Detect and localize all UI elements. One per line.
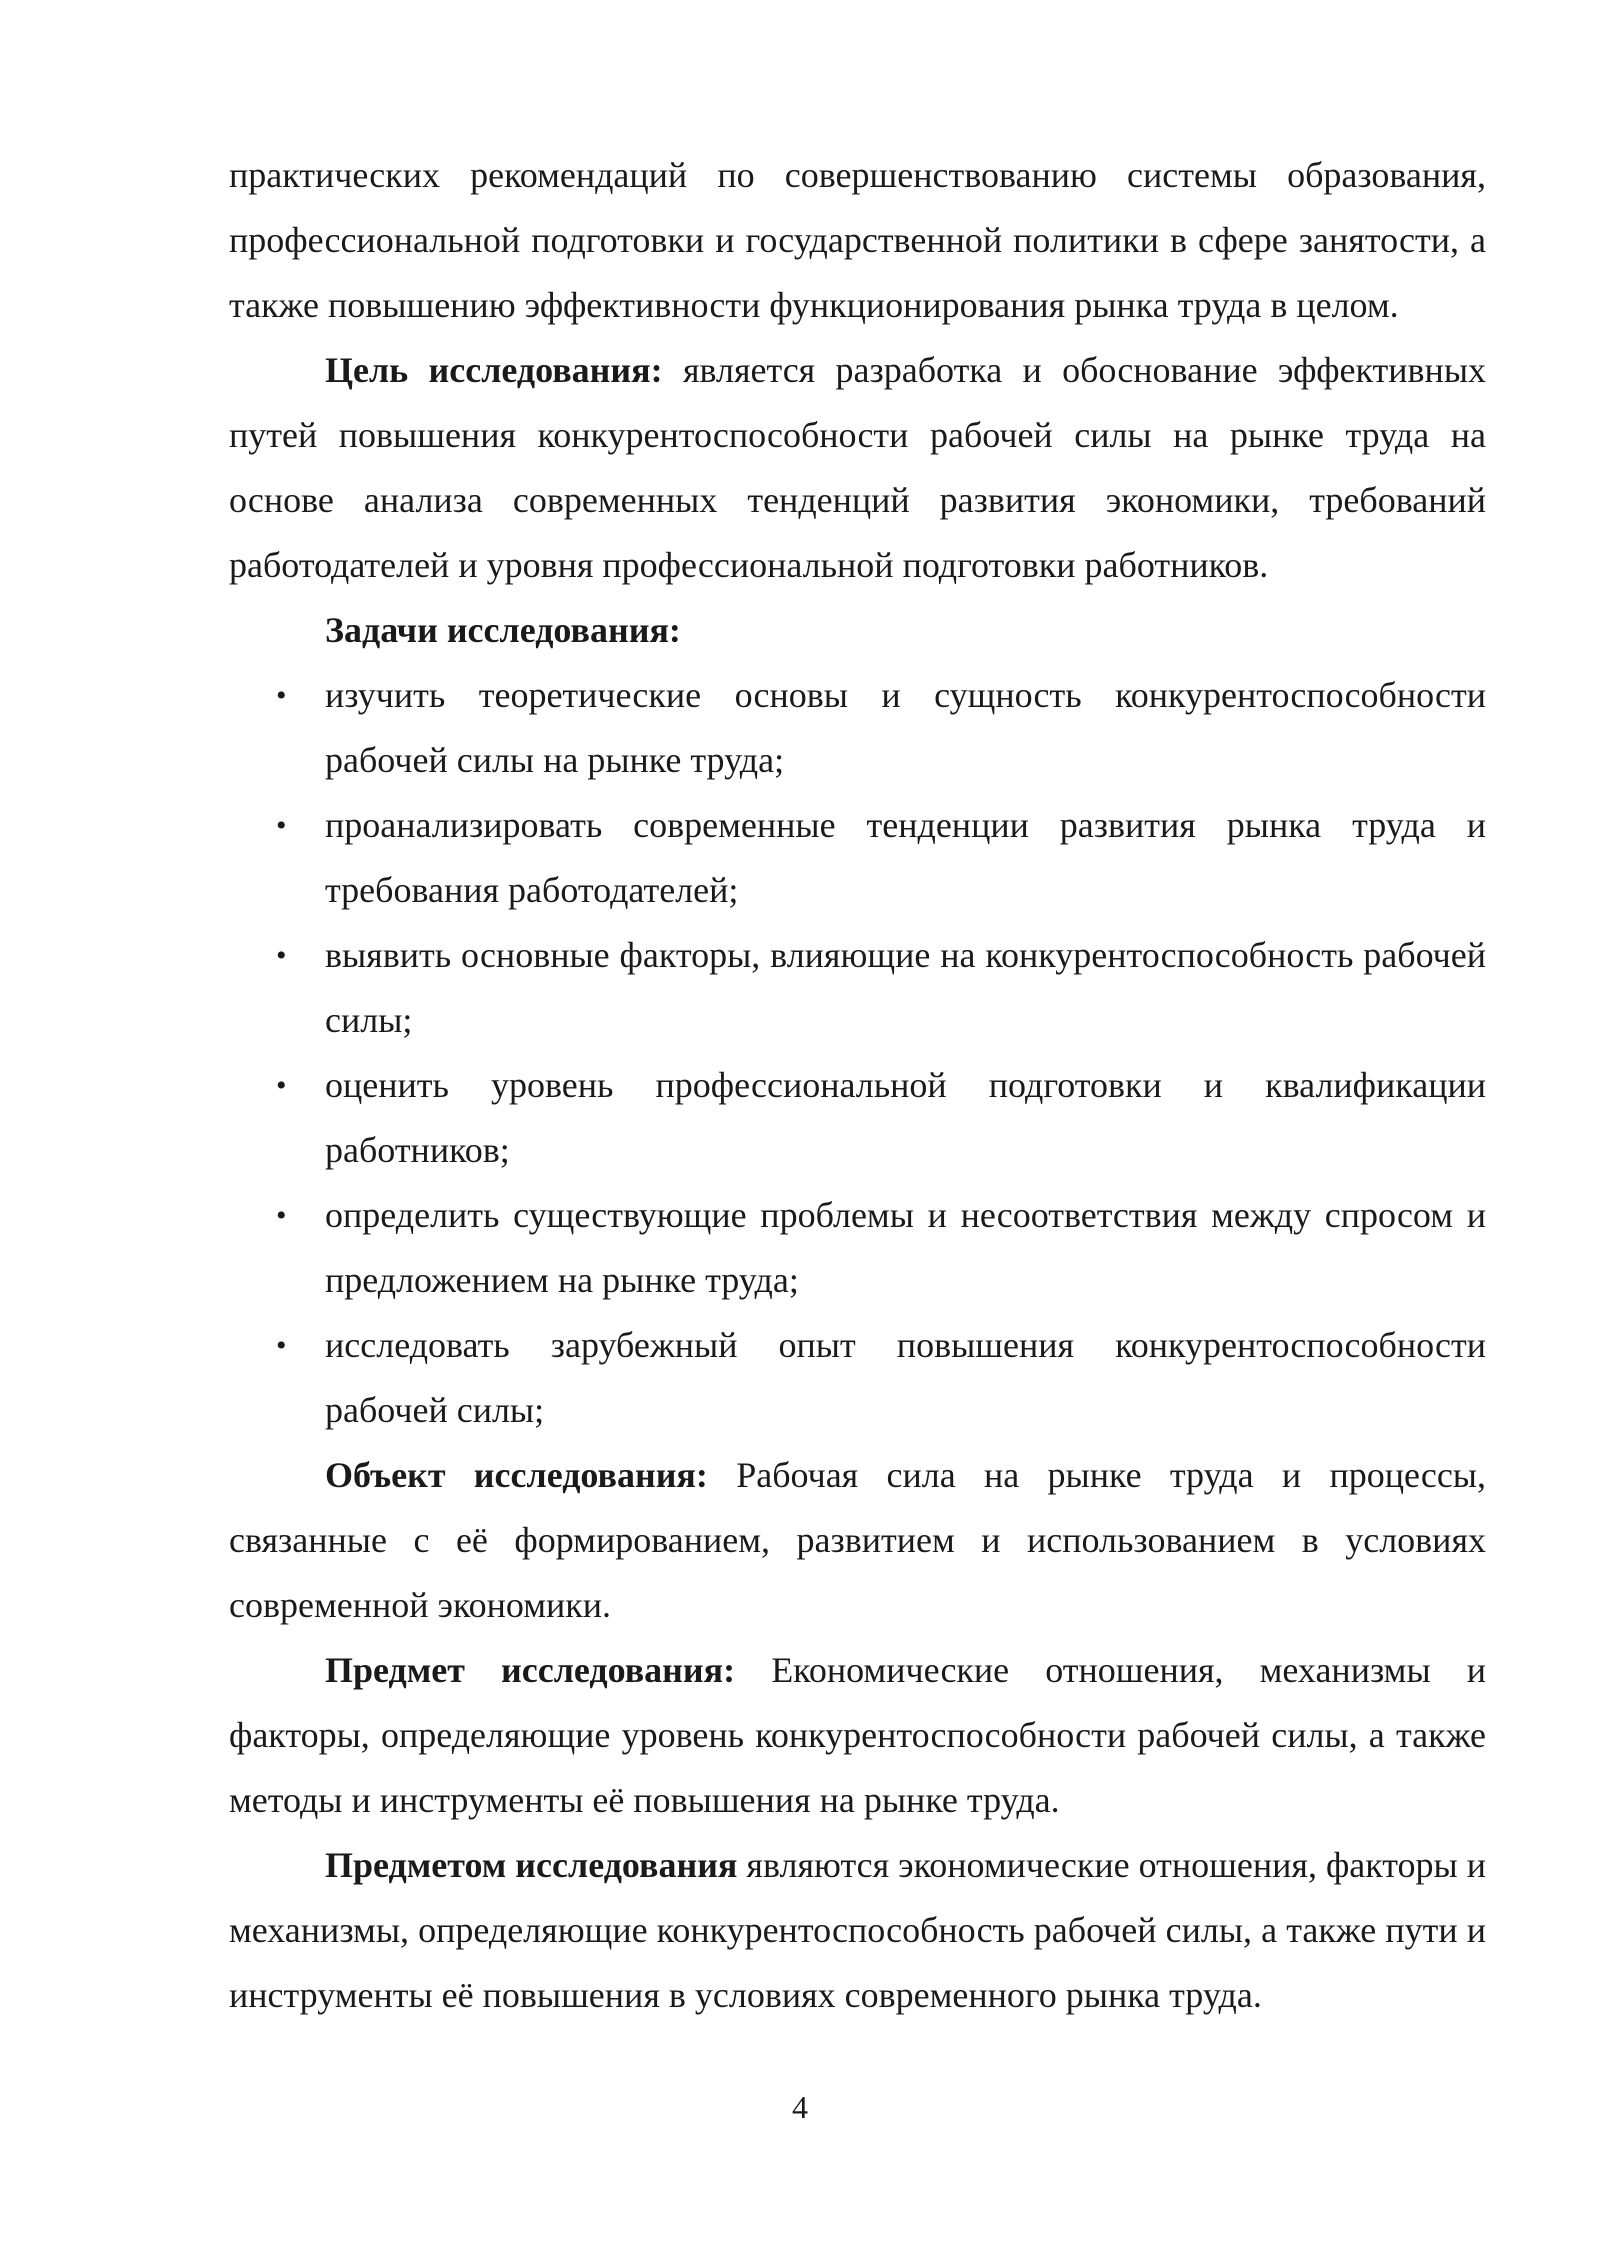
object-paragraph bbox=[229, 1443, 1486, 1638]
bullet-icon: • bbox=[276, 1329, 287, 1362]
subject-alt-label: Предметом исследования bbox=[325, 1845, 738, 1885]
task-text: проанализировать современные тенденции развития рынка труда и требования работодателей; bbox=[325, 805, 1486, 910]
goal-label: Цель исследования: bbox=[325, 350, 663, 390]
task-item bbox=[229, 1313, 1486, 1443]
intro-paragraph: практических рекомендаций по совершенствованию системы образования, профессиональной подготовки и государственной политики в сфере занятости, а также повышению эффективности функционирования рынка труда в целом. bbox=[229, 155, 1486, 325]
subject-alt-paragraph bbox=[229, 1833, 1486, 2028]
bullet-icon: • bbox=[276, 939, 287, 972]
task-item bbox=[229, 793, 1486, 923]
task-item bbox=[229, 923, 1486, 1053]
tasks-heading: Задачи исследования: bbox=[325, 610, 681, 650]
bullet-icon: • bbox=[276, 809, 287, 842]
subject-paragraph bbox=[229, 1638, 1486, 1833]
tasks-list bbox=[229, 663, 1486, 1443]
subject-label: Предмет исследования: bbox=[325, 1650, 736, 1690]
task-text: оценить уровень профессиональной подготовки и квалификации работников; bbox=[325, 1065, 1486, 1170]
page-body bbox=[229, 143, 1486, 2028]
bullet-icon: • bbox=[276, 679, 287, 712]
page-number: 4 bbox=[792, 2089, 808, 2125]
task-item bbox=[229, 1053, 1486, 1183]
subject-text: Економические отношения, механизмы и факторы, определяющие уровень конкурентоспособности рабочей силы, а также методы и инструменты её повышения на рынке труда. bbox=[229, 1650, 1486, 1820]
task-text: выявить основные факторы, влияющие на конкурентоспособность рабочей силы; bbox=[325, 935, 1486, 1040]
task-item bbox=[229, 1183, 1486, 1313]
task-text: исследовать зарубежный опыт повышения конкурентоспособности рабочей силы; bbox=[325, 1325, 1486, 1430]
goal-paragraph bbox=[229, 338, 1486, 598]
object-text: Рабочая сила на рынке труда и процессы, связанные с её формированием, развитием и использованием в условиях современной экономики. bbox=[229, 1455, 1486, 1625]
bullet-icon: • bbox=[276, 1069, 287, 1102]
subject-alt-text: являются экономические отношения, факторы и механизмы, определяющие конкурентоспособность рабочей силы, а также пути и инструменты её повышения в условиях современного рынка труда. bbox=[229, 1845, 1486, 2015]
object-label: Объект исследования: bbox=[325, 1455, 708, 1495]
task-text: определить существующие проблемы и несоответствия между спросом и предложением на рынке труда; bbox=[325, 1195, 1486, 1300]
task-item bbox=[229, 663, 1486, 793]
bullet-icon: • bbox=[276, 1199, 287, 1232]
task-text: изучить теоретические основы и сущность конкурентоспособности рабочей силы на рынке труда; bbox=[325, 675, 1486, 780]
goal-text: является разработка и обоснование эффективных путей повышения конкурентоспособности рабочей силы на рынке труда на основе анализа современных тенденций развития экономики, требований работодателей и уровня профессиональной подготовки работников. bbox=[229, 350, 1487, 585]
